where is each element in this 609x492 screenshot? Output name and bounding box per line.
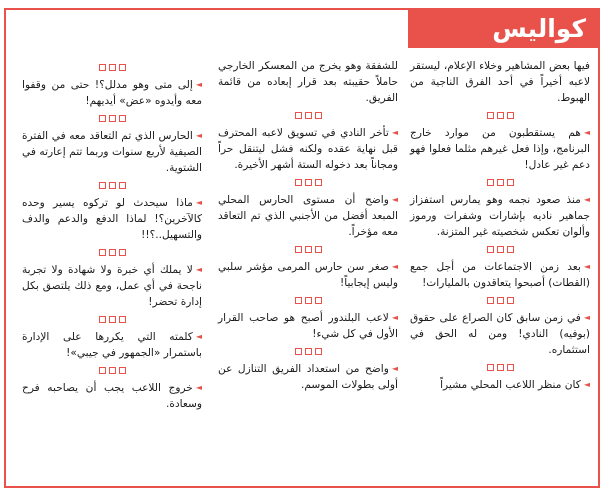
separator-square bbox=[305, 348, 312, 355]
news-item-text: ماذا سيحدث لو تركوه يسير وحده كالآخرين؟! لماذا الدفع والدعم والدف والتسهيل..؟!! bbox=[22, 197, 202, 241]
separator-square bbox=[99, 182, 106, 189]
bullet-arrow-icon: ◄ bbox=[195, 332, 202, 341]
news-item bbox=[218, 259, 398, 291]
bullet-arrow-icon: ◄ bbox=[583, 380, 590, 389]
news-item-text: هم يستقطبون من موارد خارج البرنامج، وإذا فعل غيرهم مثلما فعلوا فهو دعم غير عادل! bbox=[410, 127, 590, 171]
news-item bbox=[218, 192, 398, 240]
news-item bbox=[22, 329, 202, 361]
bullet-arrow-icon: ◄ bbox=[583, 195, 590, 204]
news-item bbox=[22, 77, 202, 109]
news-item-text: واضح من استعداد الفريق التنازل عن أولى بطولات الموسم. bbox=[218, 363, 398, 391]
bullet-arrow-icon: ◄ bbox=[195, 265, 202, 274]
news-item bbox=[410, 125, 590, 173]
separator-square bbox=[305, 179, 312, 186]
news-item-text: لاعب البلندور أصبح هو صاحب القرار الأول في كل شيء! bbox=[218, 312, 398, 340]
item-separator bbox=[218, 179, 398, 186]
separator-square bbox=[315, 297, 322, 304]
separator-square bbox=[109, 182, 116, 189]
separator-square bbox=[99, 64, 106, 71]
news-item-text: خروج اللاعب يجب أن يصاحبه فرح وسعادة. bbox=[22, 382, 202, 410]
separator-square bbox=[487, 246, 494, 253]
news-item-text: فيها بعض المشاهير وخلاء الإعلام، ليستقر لاعبه أخيراً في أحد الفرق الناجية من الهبوط. bbox=[410, 60, 590, 104]
news-item-text: للشفقة وهو يخرج من المعسكر الخارجي حاملاً حقيبته بعد قرار إبعاده من قائمة الفريق. bbox=[218, 60, 398, 104]
separator-square bbox=[487, 364, 494, 371]
item-separator bbox=[22, 367, 202, 374]
separator-square bbox=[497, 112, 504, 119]
separator-square bbox=[507, 297, 514, 304]
separator-square bbox=[119, 316, 126, 323]
section-title: كواليس bbox=[492, 13, 586, 43]
separator-square bbox=[315, 348, 322, 355]
item-separator bbox=[22, 115, 202, 122]
separator-square bbox=[305, 112, 312, 119]
news-item-text: بعد زمن الاجتماعات من أجل جمع (القطات) أصبحوا يتعاقدون بالمليارات! bbox=[410, 261, 590, 289]
separator-square bbox=[315, 179, 322, 186]
separator-square bbox=[507, 179, 514, 186]
bullet-arrow-icon: ◄ bbox=[391, 128, 398, 137]
separator-square bbox=[109, 367, 116, 374]
news-item bbox=[218, 310, 398, 342]
item-separator bbox=[410, 179, 590, 186]
item-separator bbox=[22, 316, 202, 323]
item-separator bbox=[22, 64, 202, 71]
item-separator bbox=[410, 364, 590, 371]
separator-square bbox=[119, 367, 126, 374]
bullet-arrow-icon: ◄ bbox=[391, 364, 398, 373]
news-item bbox=[410, 310, 590, 358]
bullet-arrow-icon: ◄ bbox=[583, 262, 590, 271]
bullet-arrow-icon: ◄ bbox=[195, 131, 202, 140]
separator-square bbox=[109, 249, 116, 256]
news-item bbox=[410, 58, 590, 106]
separator-square bbox=[315, 112, 322, 119]
news-item bbox=[22, 195, 202, 243]
separator-square bbox=[109, 316, 116, 323]
separator-square bbox=[99, 249, 106, 256]
item-separator bbox=[218, 348, 398, 355]
separator-square bbox=[119, 64, 126, 71]
item-separator bbox=[218, 297, 398, 304]
bullet-arrow-icon: ◄ bbox=[195, 383, 202, 392]
column-middle bbox=[218, 58, 398, 393]
separator-square bbox=[315, 246, 322, 253]
separator-square bbox=[497, 364, 504, 371]
separator-square bbox=[487, 297, 494, 304]
bullet-arrow-icon: ◄ bbox=[195, 80, 202, 89]
news-item-text: كلمته التي يكررها على الإدارة باستمرار «الجمهور في جيبي»! bbox=[22, 331, 202, 359]
news-item bbox=[22, 262, 202, 310]
separator-square bbox=[507, 364, 514, 371]
item-separator bbox=[410, 297, 590, 304]
news-item bbox=[410, 192, 590, 240]
news-item-text: إلى متى وهو مدلل؟! حتى من وقفوا معه وأيدوه «عض» أيديهم! bbox=[22, 79, 202, 107]
separator-square bbox=[99, 316, 106, 323]
bullet-arrow-icon: ◄ bbox=[195, 198, 202, 207]
news-item bbox=[410, 377, 590, 393]
header-band bbox=[408, 8, 600, 48]
column-left bbox=[22, 58, 202, 412]
separator-square bbox=[109, 64, 116, 71]
separator-square bbox=[295, 179, 302, 186]
bullet-arrow-icon: ◄ bbox=[391, 313, 398, 322]
news-item bbox=[218, 361, 398, 393]
item-separator bbox=[410, 112, 590, 119]
separator-square bbox=[507, 112, 514, 119]
item-separator bbox=[410, 246, 590, 253]
separator-square bbox=[497, 297, 504, 304]
news-item-text: واضح أن مستوى الحارس المحلي المبعد أفضل من الأجنبي الذي تم التعاقد معه مؤخراً. bbox=[218, 194, 398, 238]
item-separator bbox=[218, 246, 398, 253]
news-item-text: في زمن سابق كان الصراع على حقوق (بوفيه) النادي! ومن له الحق في استثماره. bbox=[410, 312, 590, 356]
news-item bbox=[22, 380, 202, 412]
separator-square bbox=[497, 179, 504, 186]
separator-square bbox=[295, 297, 302, 304]
separator-square bbox=[487, 179, 494, 186]
separator-square bbox=[295, 246, 302, 253]
news-item bbox=[218, 125, 398, 173]
news-item-text: منذ صعود نجمه وهو يمارس استفزاز جماهير ناديه بإشارات وشفرات ورموز وألوان تعكس شخصيته غير المتزنة. bbox=[410, 194, 590, 238]
news-item-text: الحارس الذي تم التعاقد معه في الفترة الصيفية لأربع سنوات وربما تتم إعارته في الشتوية. bbox=[22, 130, 202, 174]
bullet-arrow-icon: ◄ bbox=[583, 313, 590, 322]
item-separator bbox=[22, 249, 202, 256]
bullet-arrow-icon: ◄ bbox=[391, 195, 398, 204]
separator-square bbox=[119, 249, 126, 256]
separator-square bbox=[99, 367, 106, 374]
separator-square bbox=[305, 297, 312, 304]
separator-square bbox=[305, 246, 312, 253]
news-item-text: تأخر النادي في تسويق لاعبه المحترف قبل نهاية عقده ولكنه فشل ليتنقل حراً ومجاناً بعد دخوله الستة أشهر الأخيرة. bbox=[218, 127, 398, 171]
separator-square bbox=[99, 115, 106, 122]
separator-square bbox=[507, 246, 514, 253]
news-item bbox=[218, 58, 398, 106]
item-separator bbox=[218, 112, 398, 119]
separator-square bbox=[295, 112, 302, 119]
news-item bbox=[410, 259, 590, 291]
bullet-arrow-icon: ◄ bbox=[391, 262, 398, 271]
news-item-text: لا يملك أي خبرة ولا شهادة ولا تجربة ناجحة في أي عمل، ومع ذلك يلتصق بكل إدارة تحضر! bbox=[22, 264, 202, 308]
news-item-text: كان منظر اللاعب المحلي مشيراً bbox=[440, 379, 581, 391]
separator-square bbox=[487, 112, 494, 119]
item-separator bbox=[22, 182, 202, 189]
separator-square bbox=[109, 115, 116, 122]
separator-square bbox=[119, 182, 126, 189]
separator-square bbox=[119, 115, 126, 122]
news-item-text: صغر سن حارس المرمى مؤشر سلبي وليس إيجابياً! bbox=[218, 261, 398, 289]
separator-square bbox=[295, 348, 302, 355]
column-right bbox=[410, 58, 590, 393]
separator-square bbox=[497, 246, 504, 253]
news-item bbox=[22, 128, 202, 176]
bullet-arrow-icon: ◄ bbox=[583, 128, 590, 137]
